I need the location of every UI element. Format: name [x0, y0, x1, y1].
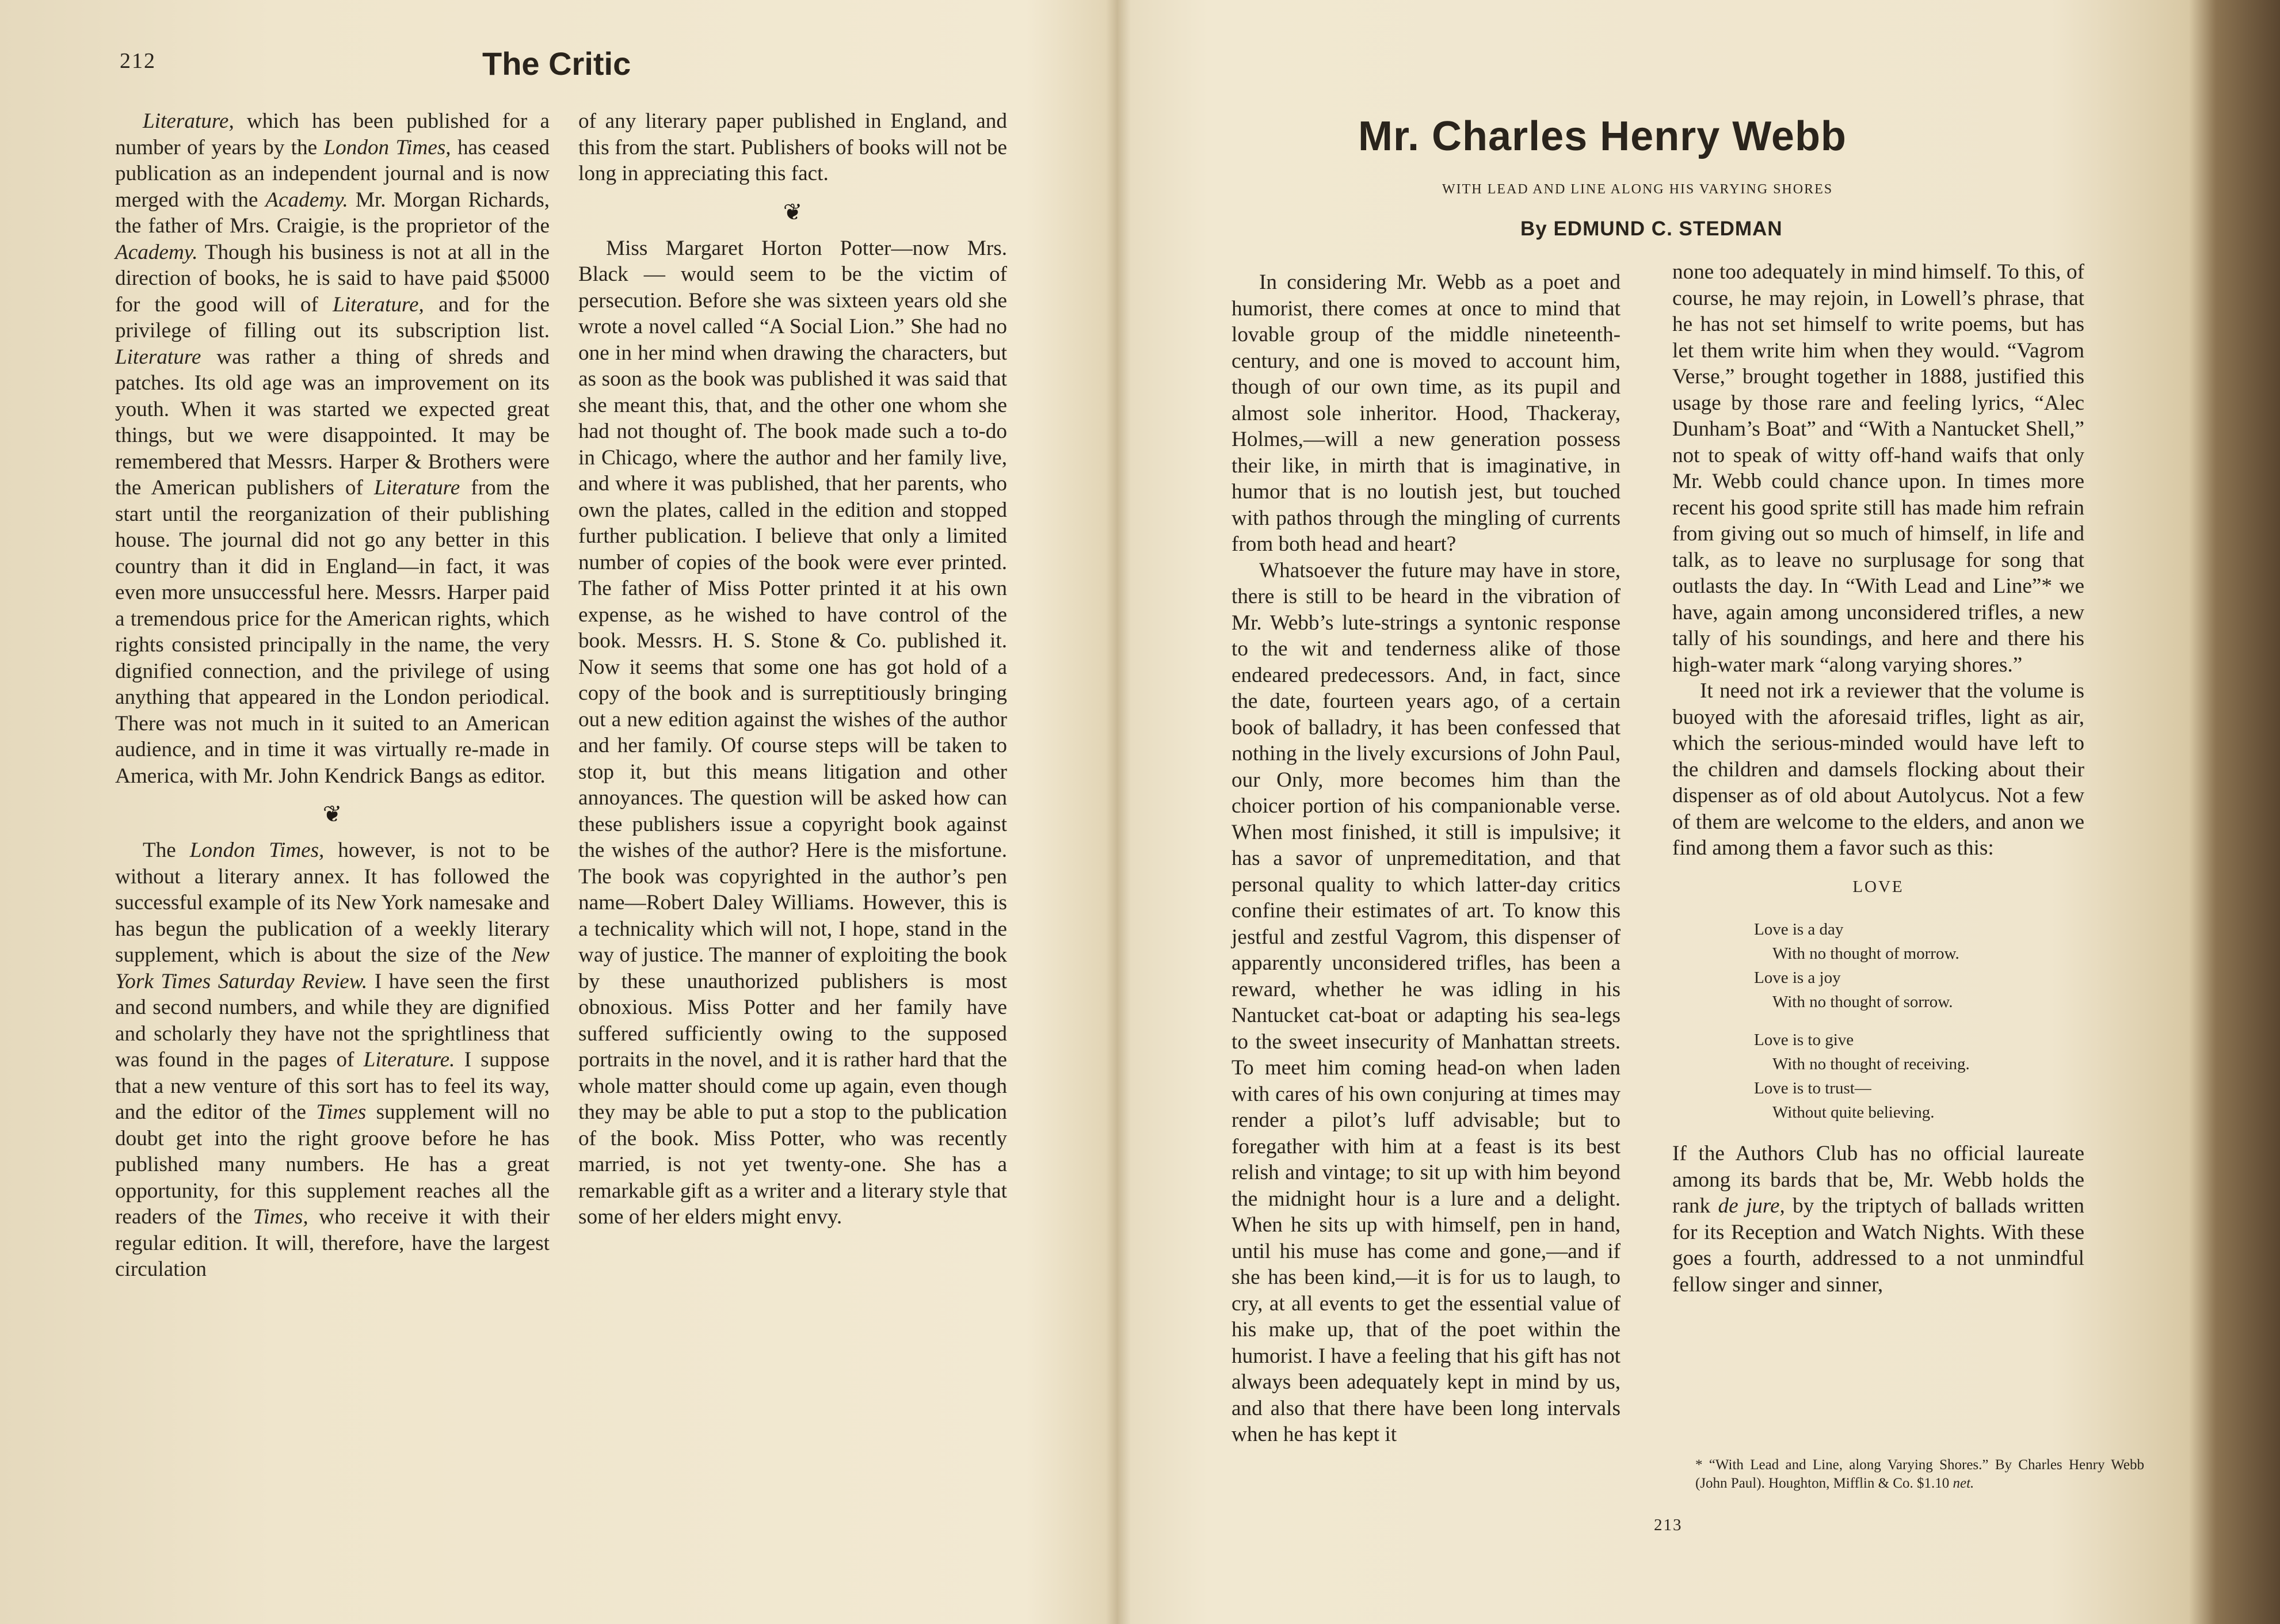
text-run: was rather a thing of shreds and patches. Its old age was an improvement on its youth. When it was started we expected great things, but we were disappointed. It may be remembered that Messrs. Harper & Brothers were the American publishers of: [115, 345, 550, 500]
left-column-2: [578, 108, 1007, 1230]
text-run: of any literary paper published in England, and this from the start. Publishers of books will not be long in appreciating this fact.: [578, 109, 1007, 185]
italic-run: Times,: [253, 1205, 308, 1229]
text-run: The: [143, 838, 190, 862]
text-run: Though his business is not at all in the direction of books, he is said to have paid $5000 for the good will of: [115, 240, 550, 317]
italic-run: New York Times Saturday Review.: [115, 943, 550, 993]
text-run: I suppose that a new venture of this sort has to feel its way, and the editor of the: [115, 1048, 550, 1124]
page-number-left: 212: [120, 49, 156, 73]
paragraph-potter: [578, 235, 1007, 1230]
footnote: [1695, 1456, 2144, 1493]
poem-line: Love is to give: [1754, 1031, 1854, 1049]
paragraph-continuation: [578, 108, 1007, 187]
text-run: from the start until the reorganization of their publishing house. The journal did not go any better in this country than it did in England—in fact, it was even more unsuccessful here. Messrs. Harper paid a tremendous price for the American rights, which rights consisted principally in the name, the very dignified connection, and the privilege of using anything that appeared in the London periodical. There was not much in it suited to an American audience, and in time it was virtually re-made in America, with Mr. John Kendrick Bangs as editor.: [115, 476, 550, 788]
poem-line: Love is a day: [1754, 920, 1844, 939]
right-column-2: [1672, 259, 2084, 1298]
italic-run: London Times,: [189, 838, 325, 862]
poem-love: [1672, 874, 2084, 1125]
poem-line: Love is a joy: [1754, 969, 1841, 987]
paragraph-literature: [115, 108, 550, 789]
paragraph-body: considering Mr. Webb as a poet and humorist, there comes at once to mind that lovable group of the middle nineteenth-century, and one is moved to account him, though of our own time, as its pupil and almost sole inheritor. Hood, Thackeray, Holmes,—will a new generation possess their like, in mirth that is imaginative, in humor that is no loutish jest, but touched with pathos through the mingling of currents from both head and heart?: [1231, 270, 1621, 556]
text-run: If the Authors Club has no official laureate among its bards that be, Mr. Webb holds the rank: [1672, 1142, 2084, 1218]
text-run: by the triptych of ballads written for its Reception and Watch Nights. With these goes a fourth, addressed to a not unmindful fellow singer and sinner,: [1672, 1194, 2085, 1297]
right-page: [1116, 0, 2210, 1624]
article-subtitle: WITH LEAD AND LINE ALONG HIS VARYING SHORES: [1442, 182, 1833, 197]
byline: By EDMUND C. STEDMAN: [1520, 218, 1783, 240]
italic-run: Literature,: [333, 292, 424, 317]
magazine-title: The Critic: [482, 45, 631, 82]
ornament-icon: ❦: [783, 199, 803, 225]
poem-line: Without quite believing.: [1772, 1103, 1935, 1122]
poem-title: LOVE: [1852, 877, 1904, 896]
paragraph-none-too: none too adequately in mind himself. To this, of course, he may rejoin, in Lowell’s phrase, that he has not set himself to write poems, but has let them write him when they would. “Vagrom Verse,” brought together in 1888, justified this usage by those rare and feeling lyrics, “Alec Dunham’s Boat” and “With a Nantucket Shell,” not to speak of witty off-hand waifs that only Mr. Webb could chance upon. In times more recent his good sprite still has made him refrain from giving out so much of himself, in life and talk, as to leave no surplusage for song that outlasts the day. In “With Lead and Line”* we have, again among unconsidered trifles, a new tally of his soundings, and here and there his high-water mark “along varying shores.”: [1672, 260, 2084, 677]
text-run: however, is not to be without a literary annex. It has followed the successful example of its New York namesake and has begun the publication of a weekly literary supplement, which is about the size of the: [115, 838, 550, 967]
stanza-gap: [1672, 1014, 2084, 1028]
page-number-right: 213: [1654, 1516, 1683, 1534]
italic-run: Literature,: [143, 109, 234, 133]
left-page: [0, 0, 1111, 1624]
paragraph-london-times: [115, 837, 550, 1283]
ornament-icon: ❦: [322, 801, 342, 827]
paragraph-whatsoever: Whatsoever the future may have in store, there is still to be heard in the vibration of Mr. Webb’s lute-strings a syntonic response to the wit and tenderness alike of those endeared predecessors. And, in fact, since the date, fourteen years ago, of a certain book of balladry, it has been confessed that nothing in the lively excursions of John Paul, our Only, more becomes him than the choicer portion of his companionable verse. When most finished, it still is impulsive; it has a savor of unpremeditation, and that personal quality to which latter-day critics confine their estimates of art. To know this jestful and zestful Vagrom, this dispenser of apparently unconsidered trifles, has been a reward, whether he was idling in his Nantucket cat-boat or adapting his sea-legs to the sweet insecurity of Manhattan streets. To meet him coming head-on when laden with cares of his own conjuring at times may render a pilot’s luff advisable; but to foregather with him at a feast is its best relish and vintage; to sit up with him beyond the midnight hour is a lure and a delight. When he sits up with himself, pen in hand, until his muse has come and gone,—and if she has been kind,—it is for us to laugh, to cry, at all events to get the essential value of his make up, that of the poet within the humorist. I have a feeling that his gift has not always been adequately kept in mind by us, and also that there have been long intervals when he has kept it: [1231, 558, 1621, 1446]
text-run: * “With Lead and Line, along Varying Shores.” By Charles Henry Webb (John Paul). Houghton, Mifflin & Co. $1.10: [1695, 1457, 2144, 1491]
text-run: Mr. Morgan Richards, the father of Mrs. Craigie, is the proprietor of the: [115, 188, 550, 238]
italic-run: Academy.: [115, 240, 198, 264]
italic-run: net.: [1953, 1476, 1974, 1491]
poem-line: With no thought of receiving.: [1772, 1055, 1970, 1073]
text-run: has ceased publication as an independent journal and is now merged with the: [115, 135, 550, 212]
text-run: I have seen the first and second numbers, and while they are dignified and scholarly they have not the sprightliness that was found in the pages of: [115, 969, 550, 1072]
italic-run: Literature: [115, 345, 201, 369]
italic-run: Times: [316, 1100, 367, 1124]
italic-run: London Times,: [323, 135, 451, 159]
right-column-1: [1231, 269, 1621, 1448]
poem-line: With no thought of morrow.: [1772, 944, 1959, 963]
italic-run: Literature: [373, 476, 460, 500]
text-run: which has been published for a number of years by the: [115, 109, 550, 159]
text-run: Miss Margaret Horton Potter—now Mrs. Black — would seem to be the victim of persecution. Before she was sixteen years old she wrote a novel called “A Social Lion.” She had no one in her mind when drawing the characters, but as soon as the book was published it was said that she meant this, that, and the other one whom she had not thought of. The book made such a to-do in Chicago, where the author and her family live, and where it was published, that her parents, who own the plates, called in the edition and stopped further publication. I believe that only a limited number of copies of the book were ever printed. The father of Miss Potter printed it at his own expense, as he wished to have control of the book. Messrs. H. S. Stone & Co. published it. Now it seems that some one has got hold of a copy of the book and is surreptitiously bringing out a new edition against the wishes of the author and her family. Of course steps will be taken to stop it, but this means litigation and other annoyances. The question will be asked how can these publishers issue a copyright book against the wishes of the author? Here is the misfortune. The book was copyrighted in the author’s pen name—Robert Daley Williams. However, this is a technicality which will not, I hope, stand in the way of justice. The manner of exploiting the book by these unauthorized publishers is most obnoxious. Miss Potter and her family have suffered sufficiently owing to the supposed portraits in the novel, and it is rather hard that the whole matter should come up again, even though they may be able to put a stop to the publication of the book. Miss Potter, who was recently married, is not yet twenty-one. She has a remarkable gift as a writer and a literary style that some of her elders might envy.: [578, 236, 1007, 1229]
text-run: who receive it with their regular edition. It will, therefore, have the largest circulation: [115, 1205, 550, 1281]
text-run: and for the privilege of filling out its subscription list.: [115, 292, 550, 342]
italic-run: de jure,: [1718, 1194, 1785, 1218]
left-column-1: [115, 108, 550, 1283]
article-title: Mr. Charles Henry Webb: [1358, 113, 1847, 159]
paragraph-it-need-not: It need not irk a reviewer that the volume is buoyed with the aforesaid trifles, light as air, which the serious-minded would have left to the children and damsels flocking about their dispenser as of old about Autolycus. Not a few of them are welcome to the elders, and anon we find among them a favor such as this:: [1672, 679, 2084, 860]
running-head: [120, 45, 1006, 85]
paragraph-authors-club: [1672, 1141, 2084, 1298]
italic-run: Literature.: [363, 1048, 455, 1072]
text-run: supplement will no doubt get into the right groove before he has published many numbers. He has a great opportunity, for this supplement reaches all the readers of the: [115, 1100, 550, 1229]
small-caps-lead: In: [1259, 270, 1277, 294]
poem-line: With no thought of sorrow.: [1772, 993, 1953, 1011]
poem-line: Love is to trust—: [1754, 1079, 1871, 1097]
paragraph-considering: [1231, 269, 1621, 558]
italic-run: Academy.: [265, 188, 348, 212]
